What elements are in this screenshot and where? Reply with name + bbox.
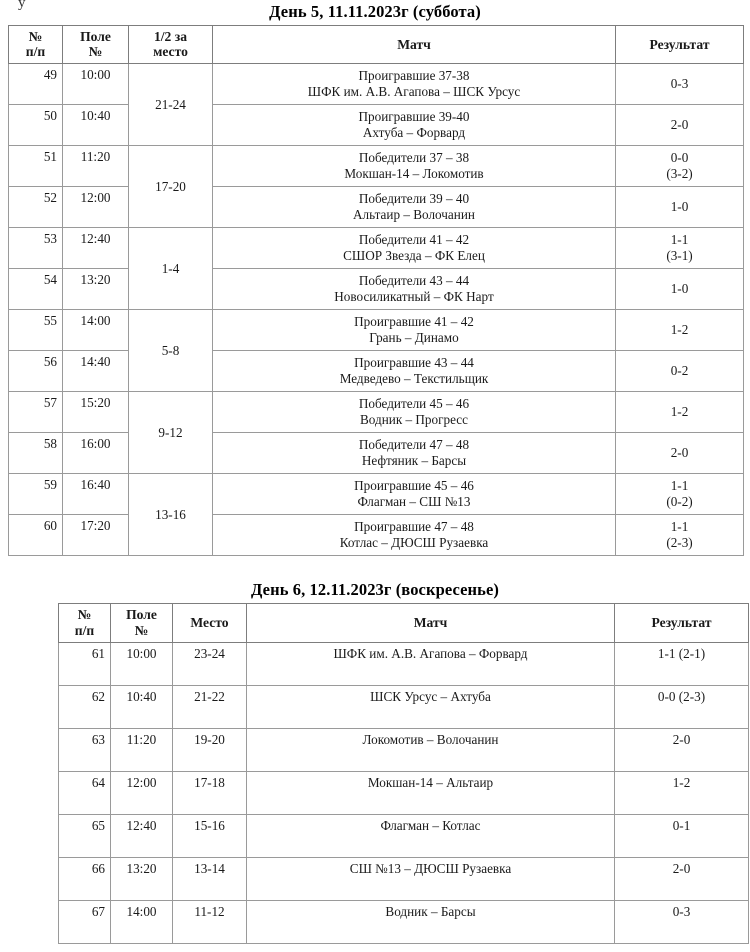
cell-field-time: 11:20	[111, 728, 173, 771]
match-teams: Альтаир – Волочанин	[353, 206, 475, 222]
cell-place: 17-18	[173, 771, 247, 814]
result-score: 0-0	[670, 150, 689, 166]
cell-result	[616, 146, 744, 187]
cell-num: 58	[9, 433, 63, 474]
result-score: 0-3	[670, 76, 689, 92]
match-qualifier: Проигравшие 47 – 48	[354, 518, 474, 534]
match-teams: Мокшан-14 – Локомотив	[344, 165, 484, 181]
header-match: Матч	[213, 26, 616, 64]
table-row	[59, 814, 749, 857]
result-score: 1-1	[670, 478, 689, 494]
cell-num: 51	[9, 146, 63, 187]
cell-result	[616, 310, 744, 351]
cell-place-group: 21-24	[129, 64, 213, 146]
header-place	[129, 26, 213, 64]
result-penalties: (0-2)	[666, 494, 693, 510]
cell-field-time: 12:40	[63, 228, 129, 269]
cell-place-group: 9-12	[129, 392, 213, 474]
day6-table-header	[59, 604, 749, 642]
cell-num: 60	[9, 515, 63, 556]
cell-match	[213, 64, 616, 105]
day5-table-header	[9, 26, 744, 64]
match-qualifier: Проигравшие 45 – 46	[354, 477, 474, 493]
cell-field-time: 14:00	[111, 900, 173, 943]
header-result: Результат	[616, 26, 744, 64]
cell-num: 65	[59, 814, 111, 857]
cell-place-group: 5-8	[129, 310, 213, 392]
cell-field-time: 16:00	[63, 433, 129, 474]
table-row	[9, 269, 744, 310]
header-place-line2: место	[153, 44, 188, 60]
result-score: 2-0	[670, 445, 689, 461]
cell-num: 56	[9, 351, 63, 392]
cell-match	[213, 515, 616, 556]
cell-num: 55	[9, 310, 63, 351]
result-penalties: (2-3)	[666, 535, 693, 551]
result-score: 1-2	[670, 322, 689, 338]
table-row	[59, 900, 749, 943]
cell-num: 49	[9, 64, 63, 105]
cell-result: 2-0	[615, 857, 749, 900]
match-qualifier: Проигравшие 43 – 44	[354, 354, 474, 370]
cell-match	[213, 474, 616, 515]
cell-field-time: 10:40	[111, 685, 173, 728]
table-row	[59, 685, 749, 728]
cell-place: 15-16	[173, 814, 247, 857]
cell-field-time: 15:20	[63, 392, 129, 433]
match-teams: Нефтяник – Барсы	[361, 452, 467, 468]
result-penalties: (3-2)	[666, 166, 693, 182]
cell-field-time: 13:20	[63, 269, 129, 310]
match-teams: Грань – Динамо	[369, 329, 459, 345]
header-row	[9, 26, 744, 64]
match-qualifier: Победители 39 – 40	[358, 190, 470, 206]
cell-num: 64	[59, 771, 111, 814]
cell-field-time: 17:20	[63, 515, 129, 556]
cell-result: 1-1 (2-1)	[615, 642, 749, 685]
table-row	[9, 105, 744, 146]
cell-match	[213, 351, 616, 392]
cell-field-time: 10:40	[63, 105, 129, 146]
match-teams: Новосиликатный – ФК Нарт	[334, 288, 494, 304]
match-qualifier: Победители 41 – 42	[358, 231, 470, 247]
cell-place: 23-24	[173, 642, 247, 685]
cell-result	[616, 105, 744, 146]
day6-title: День 6, 12.11.2023г (воскресенье)	[251, 580, 499, 600]
cell-num: 66	[59, 857, 111, 900]
match-teams: Флагман – СШ №13	[357, 493, 471, 509]
cell-num: 50	[9, 105, 63, 146]
clipped-glyph-artifact: у	[18, 0, 26, 11]
cell-match: ШСК Урсус – Ахтуба	[247, 685, 615, 728]
match-teams: Медведево – Текстильщик	[339, 370, 489, 386]
cell-result	[616, 64, 744, 105]
result-score: 1-1	[670, 519, 689, 535]
day5-schedule-table	[8, 25, 744, 556]
cell-match	[213, 187, 616, 228]
cell-result: 0-3	[615, 900, 749, 943]
table-row	[9, 187, 744, 228]
header-field	[111, 604, 173, 642]
table-row	[9, 433, 744, 474]
cell-match: СШ №13 – ДЮСШ Рузаевка	[247, 857, 615, 900]
cell-place: 13-14	[173, 857, 247, 900]
table-row	[9, 146, 744, 187]
table-row	[9, 392, 744, 433]
day6-table-body	[59, 642, 749, 943]
match-teams: ШФК им. А.В. Агапова – ШСК Урсус	[307, 83, 521, 99]
match-teams: Котлас – ДЮСШ Рузаевка	[339, 534, 489, 550]
result-score: 2-0	[670, 117, 689, 133]
header-place: Место	[173, 604, 247, 642]
cell-match	[213, 269, 616, 310]
day5-title: День 5, 11.11.2023г (суббота)	[269, 2, 481, 21]
cell-match	[213, 310, 616, 351]
cell-result: 2-0	[615, 728, 749, 771]
match-qualifier: Победители 43 – 44	[358, 272, 470, 288]
header-num-line1: №	[28, 29, 43, 44]
table-row	[59, 642, 749, 685]
document-page	[0, 1, 750, 952]
cell-num: 59	[9, 474, 63, 515]
table-row	[9, 351, 744, 392]
cell-match: Мокшан-14 – Альтаир	[247, 771, 615, 814]
match-qualifier: Победители 45 – 46	[358, 395, 470, 411]
match-teams: Водник – Прогресс	[359, 411, 469, 427]
cell-place-group: 17-20	[129, 146, 213, 228]
result-score: 1-0	[670, 281, 689, 297]
table-row	[9, 64, 744, 105]
cell-result: 1-2	[615, 771, 749, 814]
match-qualifier: Победители 47 – 48	[358, 436, 470, 452]
cell-match	[213, 392, 616, 433]
match-qualifier: Проигравшие 37-38	[358, 67, 470, 83]
cell-field-time: 10:00	[111, 642, 173, 685]
cell-num: 57	[9, 392, 63, 433]
cell-field-time: 14:00	[63, 310, 129, 351]
match-qualifier: Победители 37 – 38	[358, 149, 470, 165]
cell-match: Локомотив – Волочанин	[247, 728, 615, 771]
cell-match: Водник – Барсы	[247, 900, 615, 943]
cell-result	[616, 351, 744, 392]
cell-place-group: 13-16	[129, 474, 213, 556]
cell-place: 19-20	[173, 728, 247, 771]
cell-place-group: 1-4	[129, 228, 213, 310]
header-field-line2: №	[134, 622, 149, 638]
cell-result	[616, 474, 744, 515]
cell-field-time: 12:00	[111, 771, 173, 814]
cell-match	[213, 105, 616, 146]
cell-result	[616, 269, 744, 310]
cell-num: 62	[59, 685, 111, 728]
day5-table-body	[9, 64, 744, 556]
cell-field-time: 14:40	[63, 351, 129, 392]
cell-field-time: 10:00	[63, 64, 129, 105]
cell-field-time: 12:00	[63, 187, 129, 228]
cell-num: 52	[9, 187, 63, 228]
cell-match	[213, 228, 616, 269]
section-spacer	[0, 556, 750, 580]
result-score: 1-0	[670, 199, 689, 215]
cell-num: 53	[9, 228, 63, 269]
cell-num: 67	[59, 900, 111, 943]
header-match: Матч	[247, 604, 615, 642]
header-row	[59, 604, 749, 642]
table-row	[9, 474, 744, 515]
table-row	[59, 771, 749, 814]
match-teams: Ахтуба – Форвард	[362, 124, 466, 140]
cell-result	[616, 392, 744, 433]
cell-result	[616, 515, 744, 556]
cell-field-time: 11:20	[63, 146, 129, 187]
cell-match: Флагман – Котлас	[247, 814, 615, 857]
header-num-line2: п/п	[25, 44, 46, 60]
cell-result: 0-1	[615, 814, 749, 857]
table-row	[59, 728, 749, 771]
header-field-line2: №	[88, 44, 103, 60]
cell-match: ШФК им. А.В. Агапова – Форвард	[247, 642, 615, 685]
result-score: 1-2	[670, 404, 689, 420]
cell-place: 21-22	[173, 685, 247, 728]
header-num-line2: п/п	[74, 622, 95, 638]
header-field-line1: Поле	[80, 29, 111, 44]
table-row	[9, 515, 744, 556]
cell-field-time: 16:40	[63, 474, 129, 515]
match-qualifier: Проигравшие 39-40	[358, 108, 470, 124]
header-field	[63, 26, 129, 64]
header-result: Результат	[615, 604, 749, 642]
cell-result	[616, 187, 744, 228]
header-place-line1: 1/2 за	[153, 29, 188, 44]
match-teams: СШОР Звезда – ФК Елец	[343, 247, 485, 263]
table-row	[59, 857, 749, 900]
cell-place: 11-12	[173, 900, 247, 943]
result-penalties: (3-1)	[666, 248, 693, 264]
result-score: 1-1	[670, 232, 689, 248]
cell-num: 63	[59, 728, 111, 771]
header-num-line1: №	[77, 607, 92, 623]
cell-result	[616, 433, 744, 474]
table-row	[9, 310, 744, 351]
cell-field-time: 12:40	[111, 814, 173, 857]
cell-match	[213, 146, 616, 187]
cell-match	[213, 433, 616, 474]
header-num	[9, 26, 63, 64]
header-num	[59, 604, 111, 642]
cell-field-time: 13:20	[111, 857, 173, 900]
match-qualifier: Проигравшие 41 – 42	[354, 313, 474, 329]
day6-schedule-table	[58, 603, 749, 943]
cell-result: 0-0 (2-3)	[615, 685, 749, 728]
result-score: 0-2	[670, 363, 689, 379]
cell-result	[616, 228, 744, 269]
header-field-line1: Поле	[126, 607, 157, 623]
cell-num: 61	[59, 642, 111, 685]
cell-num: 54	[9, 269, 63, 310]
table-row	[9, 228, 744, 269]
